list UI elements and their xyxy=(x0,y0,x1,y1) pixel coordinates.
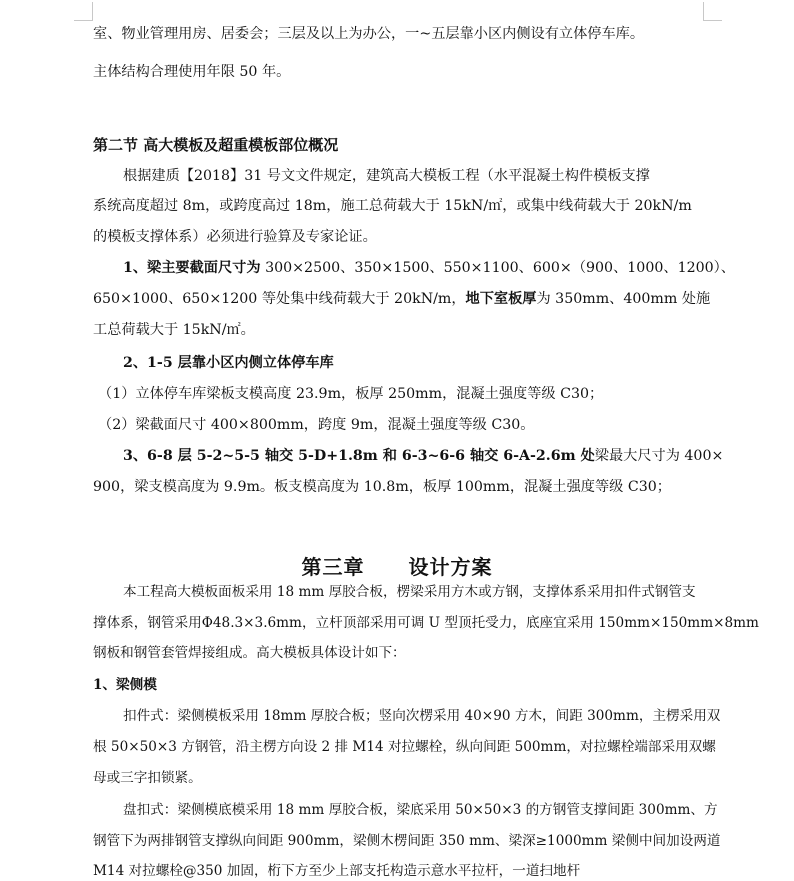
paragraph-line xyxy=(123,800,718,820)
text-run: M14 对拉螺栓@350 加固，桁下方至少上部支托构造示意水平拉杆，一道扫地杆 xyxy=(93,863,581,879)
text-run: 母或三字扣锁紧。 xyxy=(93,770,202,786)
paragraph-line xyxy=(123,446,723,466)
text-run: 工总荷载大于 15kN/㎡。 xyxy=(93,322,255,338)
paragraph-line xyxy=(123,582,696,602)
text-run: 钢管下为两排钢管支撑纵向间距 900mm，梁侧木楞间距 350 mm、梁深≥1000mm 梁侧中间加设两道 xyxy=(93,833,721,849)
paragraph-line xyxy=(98,384,603,404)
text-run: 扣件式：梁侧模板采用 18mm 厚胶合板；竖向次楞采用 40×90 方木，间距 300mm，主楞采用双 xyxy=(123,708,721,724)
paragraph-line xyxy=(93,613,759,633)
chapter-heading xyxy=(0,551,794,580)
margin-corner-mark xyxy=(703,2,722,21)
text-run: 为 350mm、400mm 处施 xyxy=(536,291,711,307)
bold-text-run: 1、梁主要截面尺寸为 xyxy=(123,260,261,276)
text-run: 盘扣式：梁侧模底模采用 18 mm 厚胶合板，梁底采用 50×50×3 的方钢管支撑间距 300mm、方 xyxy=(123,802,718,818)
text-run: 撑体系，钢管采用Φ48.3×3.6mm，立杆顶部采用可调 U 型顶托受力，底座宜采用 150mm×150mm×8mm xyxy=(93,615,759,631)
paragraph-line xyxy=(93,477,671,497)
text-run: 300×2500、350×1500、550×1100、600×（900、1000、1200）、 xyxy=(260,260,735,276)
paragraph-line xyxy=(93,24,644,44)
text-run: 900，梁支模高度为 9.9m。板支模高度为 10.8m，板厚 100mm，混凝土强度等级 C30； xyxy=(93,479,671,495)
paragraph-line xyxy=(93,196,692,216)
paragraph-line xyxy=(98,415,534,435)
paragraph-line xyxy=(93,737,716,757)
paragraph-line xyxy=(93,62,290,82)
text-run: 根 50×50×3 方钢管，沿主楞方向设 2 排 M14 对拉螺栓，纵向间距 500mm，对拉螺栓端部采用双螺 xyxy=(93,739,716,755)
text-run: 系统高度超过 8m，或跨度高过 18m，施工总荷载大于 15kN/㎡，或集中线荷载大于 20kN/m xyxy=(93,198,692,214)
paragraph-line xyxy=(123,166,650,186)
bold-text-run: 1、梁侧模 xyxy=(93,677,157,693)
bold-text-run: 第二节 高大模板及超重模板部位概况 xyxy=(93,136,339,154)
paragraph-line xyxy=(93,320,255,340)
text-run: 的模板支撑体系）必须进行验算及专家论证。 xyxy=(93,229,377,245)
section-heading xyxy=(93,135,338,155)
bold-text-run: 3、6-8 层 5-2~5-5 轴交 5-D+1.8m 和 6-3~6-6 轴交 6-A-2.6m 处 xyxy=(123,448,595,464)
text-run: 根据建质【2018】31 号文文件规定，建筑高大模板工程（水平混凝土构件模板支撑 xyxy=(123,168,650,184)
paragraph-line xyxy=(93,643,406,663)
text-run: 主体结构合理使用年限 50 年。 xyxy=(93,64,291,80)
text-run: 室、物业管理用房、居委会；三层及以上为办公，一~五层靠小区内侧设有立体停车库。 xyxy=(93,26,645,42)
text-run: 钢板和钢管套管焊接组成。高大模板具体设计如下： xyxy=(93,645,406,661)
paragraph-line xyxy=(123,353,334,373)
paragraph-line xyxy=(123,258,735,278)
bold-text-run: 地下室板厚 xyxy=(465,291,537,307)
text-run: （2）梁截面尺寸 400×800mm，跨度 9m，混凝土强度等级 C30。 xyxy=(98,417,535,433)
text-run: （1）立体停车库梁板支模高度 23.9m，板厚 250mm，混凝土强度等级 C30； xyxy=(98,386,604,402)
paragraph-line xyxy=(123,706,720,726)
bold-text-run: 2、1-5 层靠小区内侧立体停车库 xyxy=(123,355,334,371)
chapter-number: 第三章 xyxy=(301,555,365,579)
text-run: 本工程高大模板面板采用 18 mm 厚胶合板，楞梁采用方木或方钢，支撑体系采用扣件式钢管支 xyxy=(123,584,696,600)
paragraph-line xyxy=(93,675,157,695)
paragraph-line xyxy=(93,227,377,247)
margin-corner-mark xyxy=(74,2,93,21)
paragraph-line xyxy=(93,831,721,851)
text-run: 650×1000、650×1200 等处集中线荷载大于 20kN/m， xyxy=(93,291,466,307)
paragraph-line xyxy=(93,289,710,309)
paragraph-line xyxy=(93,861,580,881)
paragraph-line xyxy=(93,768,202,788)
text-run: 梁最大尺寸为 400× xyxy=(594,448,724,464)
chapter-title: 设计方案 xyxy=(408,555,493,579)
